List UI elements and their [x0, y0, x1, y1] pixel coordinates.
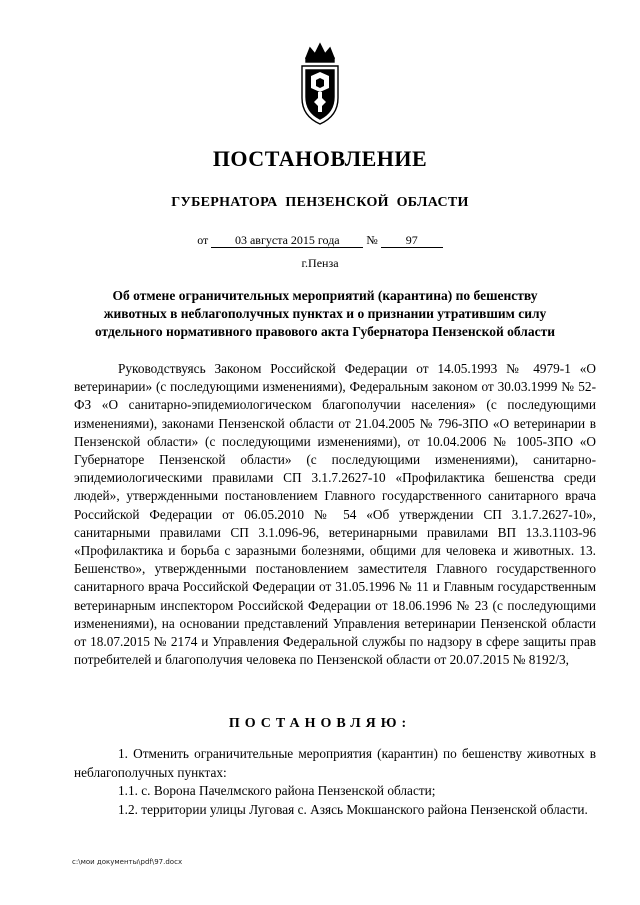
decree-item: 1.1. с. Ворона Пачелмского района Пензенской области;: [118, 783, 436, 798]
date-number-line: [0, 233, 640, 248]
decree-item: 1. Отменить ограничительные мероприятия (карантин) по бешенству животных в неблагополучных пунктах:: [74, 746, 596, 780]
preamble-section: [74, 360, 596, 669]
number-prefix: №: [366, 233, 378, 247]
decree-heading: ПОСТАНОВЛЯЮ:: [228, 716, 412, 731]
date-prefix: от: [197, 233, 209, 247]
decree-items: [74, 745, 596, 819]
document-date: 03 августа 2015 года: [211, 234, 363, 248]
document-number: 97: [381, 234, 443, 248]
authority-title: ГУБЕРНАТОРА ПЕНЗЕНСКОЙ ОБЛАСТИ: [171, 195, 469, 210]
file-path-footer: c:\мои документы\pdf\97.docx: [72, 858, 183, 866]
preamble-paragraph: Руководствуясь Законом Российской Федерации от 14.05.1993 № 4979-1 «О ветеринарии» (с последующими изменениями), Федеральным законом от 30.03.1999 № 52-ФЗ «О санитарно-эпидемиологическом благополучии населения» (с последующими изменениями), законами Пензенской области от 21.04.2005 № 796-ЗПО «О ветеринарии в Пензенской области» (с последующими изменениями), от 10.04.2006 № 1005-ЗПО «О Губернаторе Пензенской области» (с последующими изменениями), санитарно-эпидемиологическими правилами СП 3.1.7.2627-10 «Профилактика бешенства среди людей», утвержденными постановлением Главного государственного санитарного врача Российской Федерации от 06.05.2010 № 54 «Об утверждении СП 3.1.7.2627-10», санитарными правилами СП 3.1.096-96, ветеринарными правилами ВП 13.3.1103-96 «Профилактика и борьба с заразными болезнями, общими для человека и животных. 13. Бешенство», утвержденными постановлением заместителя Главного государственного санитарного врача Российской Федерации от 31.05.1996 № 11 и Главным государственным ветеринарным инспектором Российской Федерации от 18.06.1996 № 23 (с последующими изменениями), на основании представлений Управления ветеринарии Пензенской области от 18.07.2015 № 2174 и Управления Федеральной службы по надзору в сфере защиты прав потребителей и благополучия человека по Пензенской области от 20.07.2015 № 8192/3,: [74, 361, 596, 668]
document-subject: Об отмене ограничительных мероприятий (карантина) по бешенству животных в неблагополучных пунктах и о признании утратившим силу отдельного нормативного правового акта Губернатора Пензенской области: [94, 288, 556, 339]
document-type-title: ПОСТАНОВЛЕНИЕ: [212, 146, 428, 171]
decree-item: 1.2. территории улицы Луговая с. Азясь Мокшанского района Пензенской области.: [118, 801, 588, 817]
city-name: г.Пенза: [301, 256, 339, 270]
penza-coat-of-arms-icon: [296, 36, 344, 128]
